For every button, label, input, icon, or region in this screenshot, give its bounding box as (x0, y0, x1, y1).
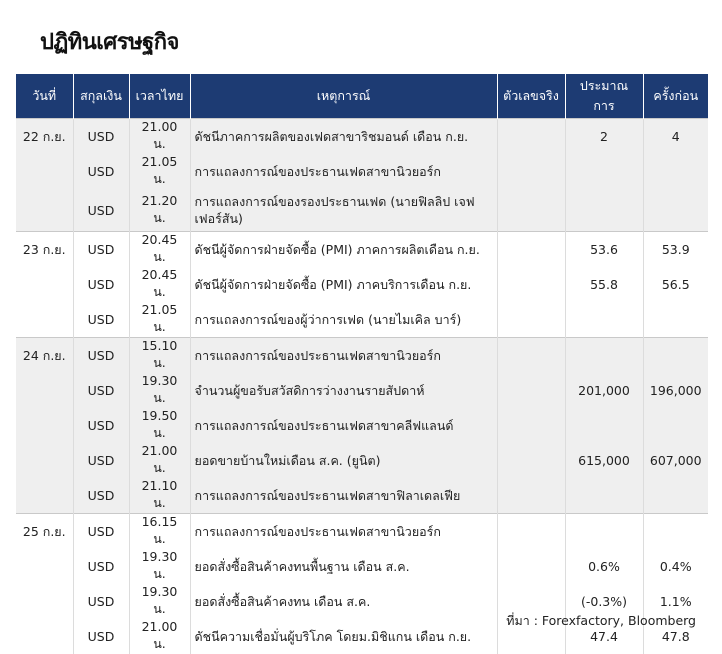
date-cell (16, 443, 73, 478)
forecast-cell (565, 408, 643, 443)
time-cell: 21.20 น. (129, 189, 190, 232)
previous-cell: 56.5 (661, 277, 690, 292)
table-row (16, 302, 708, 338)
time-cell: 19.30 น. (129, 549, 190, 584)
event-cell: การแถลงการณ์ของผู้ว่าการเฟด (นายไมเคิล บาร์) (190, 302, 497, 338)
source-note: ที่มา : Forexfactory, Bloomberg (506, 613, 696, 628)
table-row (16, 232, 708, 268)
event-cell: การแถลงการณ์ของประธานเฟดสาขานิวยอร์ก (190, 154, 497, 189)
previous-cell (643, 514, 708, 550)
table-row (16, 549, 708, 584)
table-row (16, 514, 708, 550)
previous-cell (643, 408, 708, 443)
currency-cell: USD (73, 267, 129, 302)
actual-cell (497, 408, 565, 443)
date-cell (16, 267, 73, 302)
header-previous: ครั้งก่อน (643, 74, 708, 119)
actual-cell (497, 232, 565, 268)
time-cell: 20.45 น. (129, 232, 190, 268)
actual-cell (497, 549, 565, 584)
table-row (16, 443, 708, 478)
forecast-cell (565, 189, 643, 232)
actual-cell (497, 514, 565, 550)
date-cell (16, 302, 73, 338)
currency-cell: USD (73, 619, 129, 654)
time-cell: 19.30 น. (129, 373, 190, 408)
time-cell: 21.00 น. (129, 619, 190, 654)
time-cell: 15.10 น. (129, 338, 190, 374)
time-cell: 21.00 น. (129, 443, 190, 478)
event-cell: ดัชนีความเชื่อมั่นผู้บริโภค โดยม.มิชิแกน เดือน ก.ย. (190, 619, 497, 654)
event-cell: ดัชนีผู้จัดการฝ่ายจัดซื้อ (PMI) ภาคบริการเดือน ก.ย. (190, 267, 497, 302)
currency-cell: USD (73, 232, 129, 268)
forecast-cell: 0.6% (565, 549, 643, 584)
currency-cell: USD (73, 119, 129, 155)
time-cell: 21.05 น. (129, 154, 190, 189)
forecast-cell (565, 338, 643, 374)
currency-cell: USD (73, 549, 129, 584)
actual-cell (497, 189, 565, 232)
previous-cell: 47.8 (661, 629, 690, 644)
date-cell: 25 ก.ย. (16, 514, 73, 550)
currency-cell: USD (73, 338, 129, 374)
event-cell: ยอดสั่งซื้อสินค้าคงทนพื้นฐาน เดือน ส.ค. (190, 549, 497, 584)
event-cell: ดัชนีผู้จัดการฝ่ายจัดซื้อ (PMI) ภาคการผลิตเดือน ก.ย. (190, 232, 497, 268)
table-header-row (16, 74, 708, 119)
table-row (16, 373, 708, 408)
date-cell (16, 584, 73, 619)
time-cell: 20.45 น. (129, 267, 190, 302)
date-cell (16, 189, 73, 232)
actual-cell (497, 443, 565, 478)
currency-cell: USD (73, 302, 129, 338)
table-row (16, 478, 708, 514)
forecast-cell: 55.8 (565, 267, 643, 302)
previous-cell: 1.1% (659, 594, 692, 609)
forecast-cell: (-0.3%) (565, 584, 643, 619)
date-cell: 23 ก.ย. (16, 232, 73, 268)
forecast-cell (565, 302, 643, 338)
currency-cell: USD (73, 373, 129, 408)
header-currency: สกุลเงิน (73, 74, 129, 119)
previous-cell (643, 189, 708, 232)
previous-cell: 4 (643, 119, 708, 155)
currency-cell: USD (73, 154, 129, 189)
event-cell: จำนวนผู้ขอรับสวัสดิการว่างงานรายสัปดาห์ (190, 373, 497, 408)
actual-cell (497, 119, 565, 155)
table-row (16, 267, 708, 302)
table-row (16, 154, 708, 189)
currency-cell: USD (73, 189, 129, 232)
previous-cell: 607,000 (643, 443, 708, 478)
forecast-cell: 615,000 (565, 443, 643, 478)
actual-cell (497, 302, 565, 338)
event-cell: การแถลงการณ์ของประธานเฟดสาขานิวยอร์ก (190, 338, 497, 374)
event-cell: การแถลงการณ์ของรองประธานเฟด (นายฟิลลิป เจฟเฟอร์สัน) (190, 189, 497, 232)
forecast-cell: 201,000 (565, 373, 643, 408)
table-row (16, 189, 708, 232)
actual-cell (497, 478, 565, 514)
forecast-cell (565, 154, 643, 189)
previous-cell: 0.4% (659, 559, 692, 574)
economic-calendar-table (16, 74, 708, 654)
forecast-cell (565, 478, 643, 514)
time-cell: 21.00 น. (129, 119, 190, 155)
currency-cell: USD (73, 584, 129, 619)
date-cell (16, 549, 73, 584)
time-cell: 19.50 น. (129, 408, 190, 443)
previous-cell: 53.9 (643, 232, 708, 268)
previous-cell: 196,000 (643, 373, 708, 408)
event-cell: การแถลงการณ์ของประธานเฟดสาขาคลีฟแลนด์ (190, 408, 497, 443)
event-cell: ดัชนีภาคการผลิตของเฟดสาขาริชมอนด์ เดือน ก.ย. (190, 119, 497, 155)
header-time: เวลาไทย (129, 74, 190, 119)
previous-cell (643, 302, 708, 338)
header-event: เหตุการณ์ (190, 74, 497, 119)
event-cell: ยอดขายบ้านใหม่เดือน ส.ค. (ยูนิต) (190, 443, 497, 478)
previous-cell (643, 338, 708, 374)
forecast-cell: 47.4 (565, 619, 643, 654)
event-cell: การแถลงการณ์ของประธานเฟดสาขาฟิลาเดลเฟีย (190, 478, 497, 514)
date-cell (16, 408, 73, 443)
time-cell: 21.10 น. (129, 478, 190, 514)
table-row (16, 119, 708, 155)
actual-cell (497, 338, 565, 374)
actual-cell (497, 154, 565, 189)
date-cell (16, 478, 73, 514)
event-cell: การแถลงการณ์ของประธานเฟดสาขานิวยอร์ก (190, 514, 497, 550)
time-cell: 21.05 น. (129, 302, 190, 338)
actual-cell (497, 267, 565, 302)
header-date: วันที่ (16, 74, 73, 119)
currency-cell: USD (73, 443, 129, 478)
forecast-cell: 53.6 (565, 232, 643, 268)
table-row (16, 338, 708, 374)
date-cell (16, 373, 73, 408)
forecast-cell (565, 514, 643, 550)
event-cell: ยอดสั่งซื้อสินค้าคงทน เดือน ส.ค. (190, 584, 497, 619)
actual-cell (497, 373, 565, 408)
time-cell: 16.15 น. (129, 514, 190, 550)
date-cell: 22 ก.ย. (16, 119, 73, 155)
table-row (16, 408, 708, 443)
time-cell: 19.30 น. (129, 584, 190, 619)
page-title: ปฏิทินเศรษฐกิจ (40, 30, 179, 55)
forecast-cell: 2 (565, 119, 643, 155)
currency-cell: USD (73, 514, 129, 550)
date-cell (16, 154, 73, 189)
currency-cell: USD (73, 478, 129, 514)
date-cell: 24 ก.ย. (16, 338, 73, 374)
header-actual: ตัวเลขจริง (497, 74, 565, 119)
date-cell (16, 619, 73, 654)
currency-cell: USD (73, 408, 129, 443)
previous-cell (643, 154, 708, 189)
header-forecast: ประมาณการ (565, 74, 643, 119)
previous-cell (643, 478, 708, 514)
